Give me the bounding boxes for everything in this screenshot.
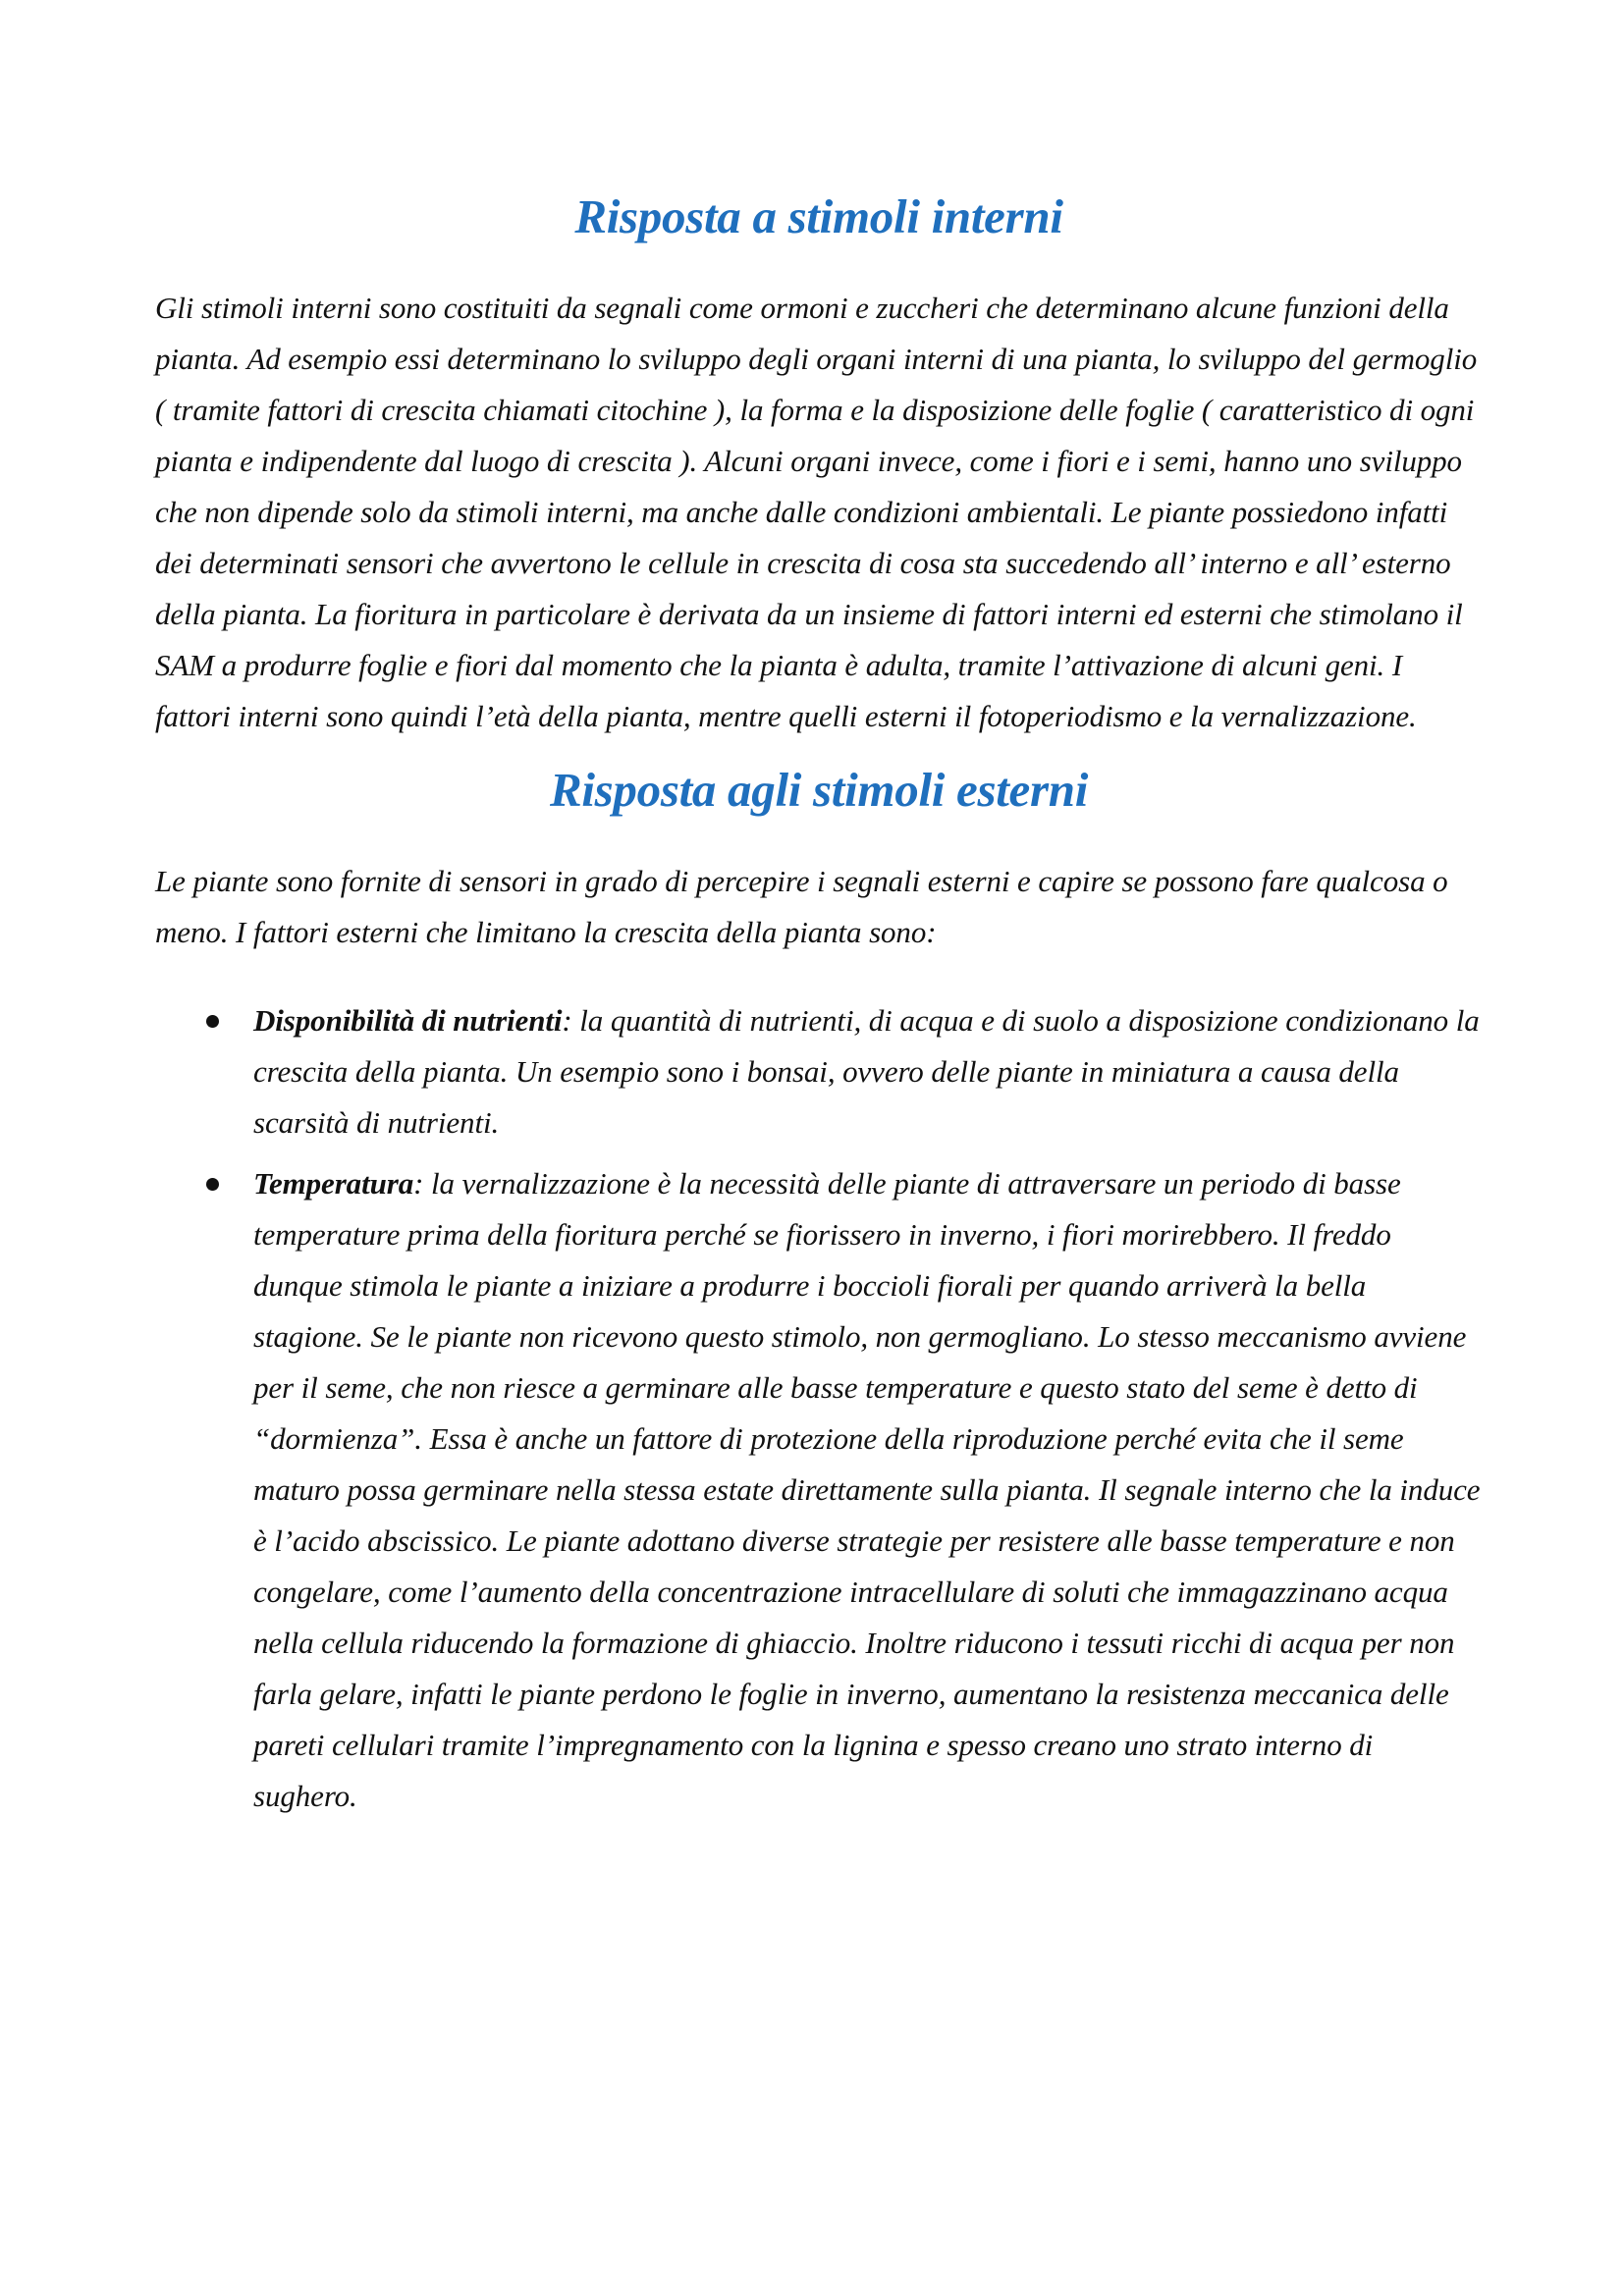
bullet-icon — [206, 1015, 219, 1028]
term-separator: : — [562, 1003, 580, 1038]
list-item-nutrients — [155, 995, 1483, 1148]
description-temperature: la vernalizzazione è la necessità delle piante di attraversare un periodo di basse temperature prima della fioritura perché se fiorissero in inverno, i fiori morirebbero. Il freddo dunque stimola le piante a iniziare a produrre i boccioli fiorali per quando arriverà la bella stagione. Se le piante non ricevono questo stimolo, non germogliano. Lo stesso meccanismo avviene per il seme, che non riesce a germinare alle basse temperature e questo stato del seme è detto di “dormienza”. Essa è anche un fattore di protezione della riproduzione perché evita che il seme maturo possa germinare nella stessa estate direttamente sulla pianta. Il segnale interno che la induce è l’acido abscissico. Le piante adottano diverse strategie per resistere alle basse temperature e non congelare, come l’aumento della concentrazione intracellulare di soluti che immagazzinano acqua nella cellula riducendo la formazione di ghiaccio. Inoltre riducono i tessuti ricchi di acqua per non farla gelare, infatti le piante perdono le foglie in inverno, aumentano la resistenza meccanica delle pareti cellulari tramite l’impregnamento con la lignina e spesso creano uno strato interno di sughero. — [253, 1166, 1481, 1813]
term-separator: : — [413, 1166, 431, 1201]
paragraph-internal-stimuli: Gli stimoli interni sono costituiti da segnali come ormoni e zuccheri che determinano alcune funzioni della pianta. Ad esempio essi determinano lo sviluppo degli organi interni di una pianta, lo sviluppo del germoglio ( tramite fattori di crescita chiamati citochine ), la forma e la disposizione delle foglie ( caratteristico di ogni pianta e indipendente dal luogo di crescita ). Alcuni organi invece, come i fiori e i semi, hanno uno sviluppo che non dipende solo da stimoli interni, ma anche dalle condizioni ambientali. Le piante possiedono infatti dei determinati sensori che avvertono le cellule in crescita di cosa sta succedendo all’ interno e all’ esterno della pianta. La fioritura in particolare è derivata da un insieme di fattori interni ed esterni che stimolano il SAM a produrre foglie e fiori dal momento che la pianta è adulta, tramite l’attivazione di alcuni geni. I fattori interni sono quindi l’età della pianta, mentre quelli esterni il fotoperiodismo e la vernalizzazione. — [155, 291, 1478, 733]
document-body — [155, 187, 1483, 1832]
list-item-text — [253, 995, 1483, 1148]
external-factors-list — [155, 995, 1483, 1822]
section-title-external-stimuli: Risposta agli stimoli esterni — [549, 763, 1089, 817]
list-item-text — [253, 1158, 1483, 1822]
list-item-temperature — [155, 1158, 1483, 1822]
bullet-icon — [206, 1178, 219, 1191]
description-nutrients: la quantità di nutrienti, di acqua e di suolo a disposizione condizionano la crescita della pianta. Un esempio sono i bonsai, ovvero delle piante in miniatura a causa della scarsità di nutrienti. — [253, 1003, 1480, 1140]
term-nutrients: Disponibilità di nutrienti — [253, 1003, 563, 1038]
paragraph-external-intro: Le piante sono fornite di sensori in grado di percepire i segnali esterni e capire se possono fare qualcosa o meno. I fattori esterni che limitano la crescita della pianta sono: — [155, 864, 1448, 949]
term-temperature: Temperatura — [253, 1166, 414, 1201]
section-title-internal-stimuli: Risposta a stimoli interni — [574, 189, 1063, 243]
